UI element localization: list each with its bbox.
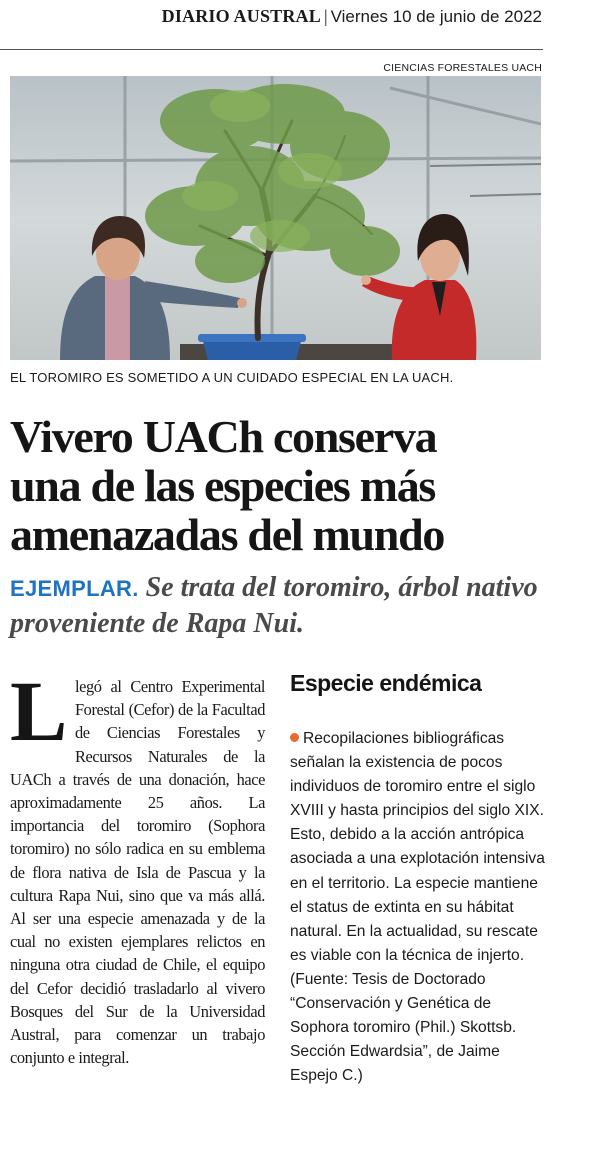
dek-text: Se trata del toromiro, árbol nativo proveniente de Rapa Nui. (10, 572, 538, 639)
sidebar-body (290, 727, 546, 1088)
masthead-rule (0, 49, 543, 50)
publication-date: Viernes 10 de junio de 2022 (330, 7, 542, 26)
headline-line: Vivero UACh conserva (10, 411, 437, 462)
kicker (10, 570, 570, 641)
article-text: legó al Centro Experimental Forestal (Cefor) de la Facultad de Ciencias Forestales y Recursos Naturales de la UACh a través de una donación, hace aproximadamente 25 años. La importancia del toromiro (Sophora toromiro) no sólo radica en su emblema de flora nativa de Isla de Pascua y la cultura Rapa Nui, sino que va más allá. Al ser una especie amenazada y de la cual no existen ejemplares relictos en ninguna otra ciudad de Chile, el equipo del Cefor decidió trasladarlo al vivero Bosques del Sur de la Universidad Austral, para comenzar un trabajo conjunto e integral. (10, 677, 265, 1068)
sidebar-title: Especie endémica (290, 670, 482, 696)
greenhouse-tree-photo-icon (10, 76, 541, 360)
article-body (10, 663, 265, 1069)
article-photo (10, 76, 541, 360)
sidebar-text: Recopilaciones bibliográficas señalan la existencia de pocos individuos de toromiro entre el siglo XVIII y hasta principios del siglo XIX. Esto, debido a la acción antrópica asociada a una explotación intensiva en el territorio. La especie mantiene el status de extinta en su hábitat natural. En la actualidad, su rescate es viable con la técnica de injerto. (Fuente: Tesis de Doctorado “Conservación y Genética de Sophora toromiro (Phil.) Skottsb. Sección Edwardsia”, de Jaime Espejo C.) (290, 730, 545, 1085)
section-tag: CIENCIAS FORESTALES UACH (383, 62, 542, 74)
masthead-separator: | (323, 6, 328, 26)
headline (10, 412, 570, 559)
masthead (162, 6, 542, 27)
headline-line: una de las especies más (10, 460, 436, 511)
photo-caption: EL TOROMIRO ES SOMETIDO A UN CUIDADO ESPECIAL EN LA UACH. (10, 370, 454, 385)
kicker-label: EJEMPLAR. (10, 576, 139, 601)
headline-line: amenazadas del mundo (10, 509, 445, 560)
bullet-dot-icon (290, 733, 299, 742)
drop-cap: L (10, 663, 67, 759)
newspaper-name: DIARIO AUSTRAL (161, 6, 321, 26)
